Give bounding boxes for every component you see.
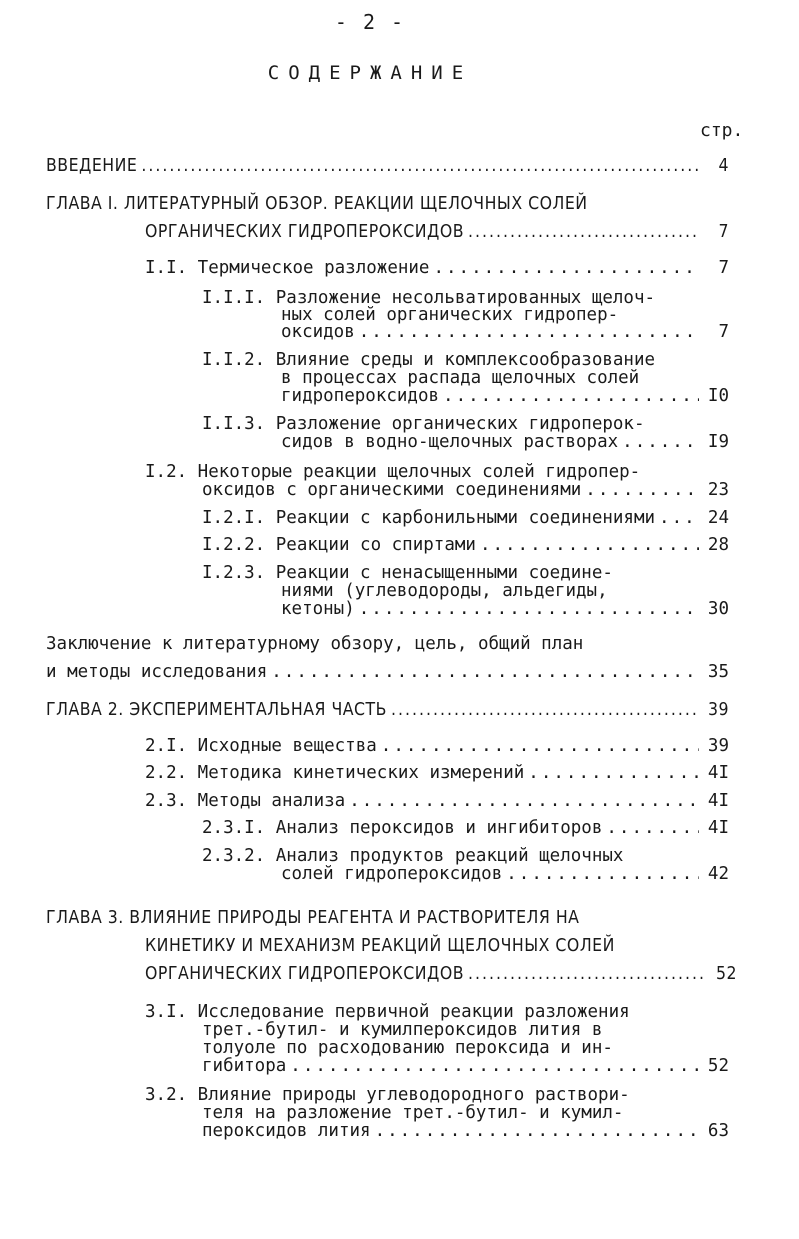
toc-section-1-2-2: I.2.2. Реакции со спиртами ..... 28 xyxy=(202,535,729,555)
toc-section-2-1: 2.I. Исходные вещества ..... 39 xyxy=(145,736,729,756)
toc-section-3-1: гибитора ..... 52 xyxy=(202,1056,729,1076)
toc-section-1-1-1-line-2: ных солей органических гидропер- xyxy=(281,305,619,325)
toc-section-1-1-1: оксидов ..... 7 xyxy=(281,322,729,342)
toc-section-3-1-line-3: толуоле по расходованию пероксида и ин- xyxy=(202,1038,613,1058)
toc-section-2-3-1: 2.3.I. Анализ пероксидов и ингибиторов ..... 4I xyxy=(202,818,729,838)
page-title: СОДЕРЖАНИЕ xyxy=(267,62,473,84)
toc-section-3-2-line-2: теля на разложение трет.-бутил- и кумил- xyxy=(202,1103,624,1123)
toc-section-1-2-3: кетоны) ..... 30 xyxy=(281,599,729,619)
toc-section-2-3: 2.3. Методы анализа ..... 4I xyxy=(145,791,729,811)
toc-conclusion-line-1: Заключение к литературному обзору, цель, общий план xyxy=(46,634,584,654)
toc-section-1-2-3-line-1: I.2.3. Реакции с ненасыщенными соедине- xyxy=(202,563,613,583)
toc-section-1-2-3-line-2: ниями (углеводороды, альдегиды, xyxy=(281,581,608,601)
page-number: - 2 - xyxy=(334,10,406,34)
toc-section-1-2: оксидов с органическими соединениями ..... 23 xyxy=(202,480,729,500)
toc-section-2-2: 2.2. Методика кинетических измерений ..... 4I xyxy=(145,763,729,783)
toc-chapter-1: ОРГАНИЧЕСКИХ ГИДРОПЕРОКСИДОВ ..... 7 xyxy=(145,222,729,242)
toc-entry-intro: ВВЕДЕНИЕ ..... 4 xyxy=(46,156,729,176)
toc-section-3-1-line-2: трет.-бутил- и кумилпероксидов лития в xyxy=(202,1020,603,1040)
toc-section-1-1-2-line-1: I.I.2. Влияние среды и комплексообразование xyxy=(202,350,656,370)
toc-section-2-3-2-line-1: 2.3.2. Анализ продуктов реакций щелочных xyxy=(202,846,624,866)
toc-section-1-2-line-1: I.2. Некоторые реакции щелочных солей гидропер- xyxy=(145,462,641,482)
toc-chapter-3-line-2: КИНЕТИКУ И МЕХАНИЗМ РЕАКЦИЙ ЩЕЛОЧНЫХ СОЛЕЙ xyxy=(145,936,615,956)
toc-section-2-3-2: солей гидропероксидов ..... 42 xyxy=(281,864,729,884)
toc-section-1-2-1: I.2.I. Реакции с карбонильными соединениями ..... 24 xyxy=(202,508,729,528)
toc-section-1-1-1-line-1: I.I.I. Разложение несольватированных щелоч- xyxy=(202,288,656,308)
toc-chapter-3: ОРГАНИЧЕСКИХ ГИДРОПЕРОКСИДОВ ..... 52 xyxy=(145,964,737,984)
toc-section-1-1-3: сидов в водно-щелочных растворах ..... I9 xyxy=(281,432,729,452)
toc-section-3-1-line-1: 3.I. Исследование первичной реакции разложения xyxy=(145,1002,630,1022)
toc-chapter-1-line-1: ГЛАВА I. ЛИТЕРАТУРНЫЙ ОБЗОР. РЕАКЦИИ ЩЕЛОЧНЫХ СОЛЕЙ xyxy=(46,194,588,214)
toc-conclusion: и методы исследования ..... 35 xyxy=(46,662,729,682)
toc-section-3-2-line-1: 3.2. Влияние природы углеводородного раствори- xyxy=(145,1085,630,1105)
page-column-label: стр. xyxy=(700,120,744,141)
toc-section-1-1-2-line-2: в процессах распада щелочных солей xyxy=(281,368,640,388)
toc-section-1-1-2: гидропероксидов ..... I0 xyxy=(281,386,729,406)
toc-chapter-2: ГЛАВА 2. ЭКСПЕРИМЕНТАЛЬНАЯ ЧАСТЬ ..... 39 xyxy=(46,700,729,720)
toc-chapter-3-line-1: ГЛАВА 3. ВЛИЯНИЕ ПРИРОДЫ РЕАГЕНТА И РАСТВОРИТЕЛЯ НА xyxy=(46,908,580,928)
toc-section-1-1: I.I. Термическое разложение ..... 7 xyxy=(145,258,729,278)
toc-section-3-2: пероксидов лития ..... 63 xyxy=(202,1121,729,1141)
toc-section-1-1-3-line-1: I.I.3. Разложение органических гидроперок- xyxy=(202,414,645,434)
